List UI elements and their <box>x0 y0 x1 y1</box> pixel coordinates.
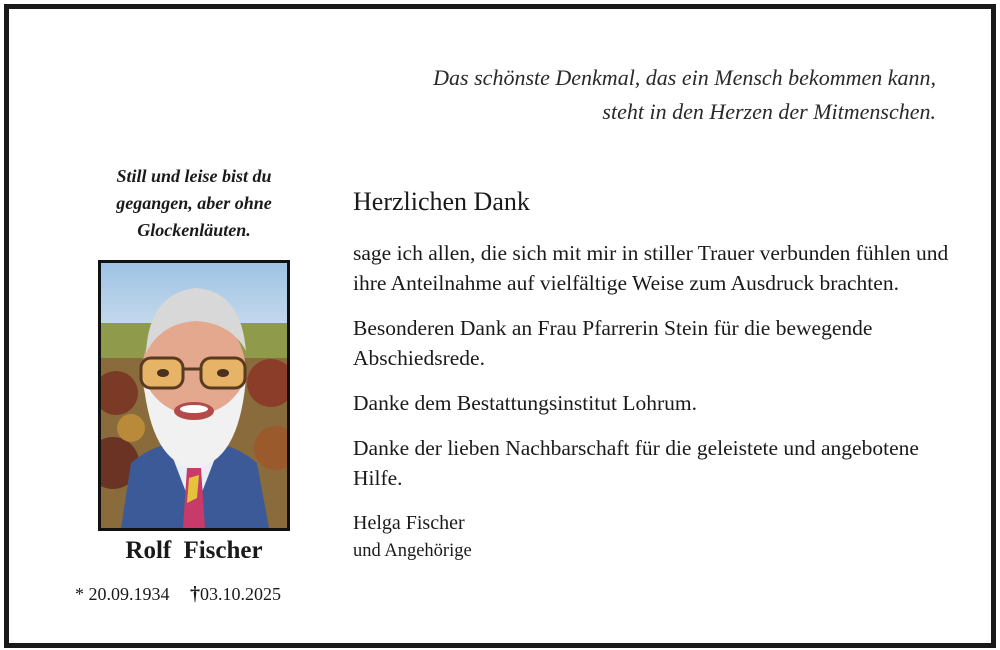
signature-name: Helga Fischer <box>353 512 465 534</box>
birth-symbol: * <box>75 584 84 604</box>
signature-relatives: und Angehörige <box>353 541 472 561</box>
portrait-photo <box>98 260 290 531</box>
verse-line-2: gegangen, aber ohne <box>116 193 272 213</box>
verse-line-1: Still und leise bist du <box>116 166 272 186</box>
thank-you-paragraph-1: sage ich allen, die sich mit mir in stiller Trauer verbunden fühlen und ihre Anteilnahme auf vielfältige Weise zum Ausdruck brachten. <box>353 241 949 295</box>
deceased-name: Rolf Fischer <box>125 537 263 564</box>
memorial-verse <box>89 163 299 244</box>
death-cross-icon: † <box>190 583 200 605</box>
thank-you-paragraph-3: Danke dem Bestattungsinstitut Lohrum. <box>353 391 697 415</box>
obituary-card <box>4 4 996 648</box>
birth-date: 20.09.1934 <box>88 584 170 604</box>
verse-line-3: Glockenläuten. <box>137 220 251 240</box>
signature <box>353 509 963 565</box>
quote-line-2: steht in den Herzen der Mitmenschen. <box>602 99 936 124</box>
death-date: 03.10.2025 <box>200 584 281 604</box>
corner-divider <box>939 644 981 647</box>
memorial-quote <box>433 61 936 129</box>
thank-you-text <box>353 185 963 565</box>
life-dates <box>75 583 315 606</box>
portrait-illustration <box>101 263 287 528</box>
thank-you-paragraph-4: Danke der lieben Nachbarschaft für die geleistete und angebotene Hilfe. <box>353 436 919 490</box>
thank-you-heading: Herzlichen Dank <box>353 187 530 216</box>
quote-line-1: Das schönste Denkmal, das ein Mensch bekommen kann, <box>433 65 936 90</box>
thank-you-paragraph-2: Besonderen Dank an Frau Pfarrerin Stein für die bewegende Abschiedsrede. <box>353 316 873 370</box>
